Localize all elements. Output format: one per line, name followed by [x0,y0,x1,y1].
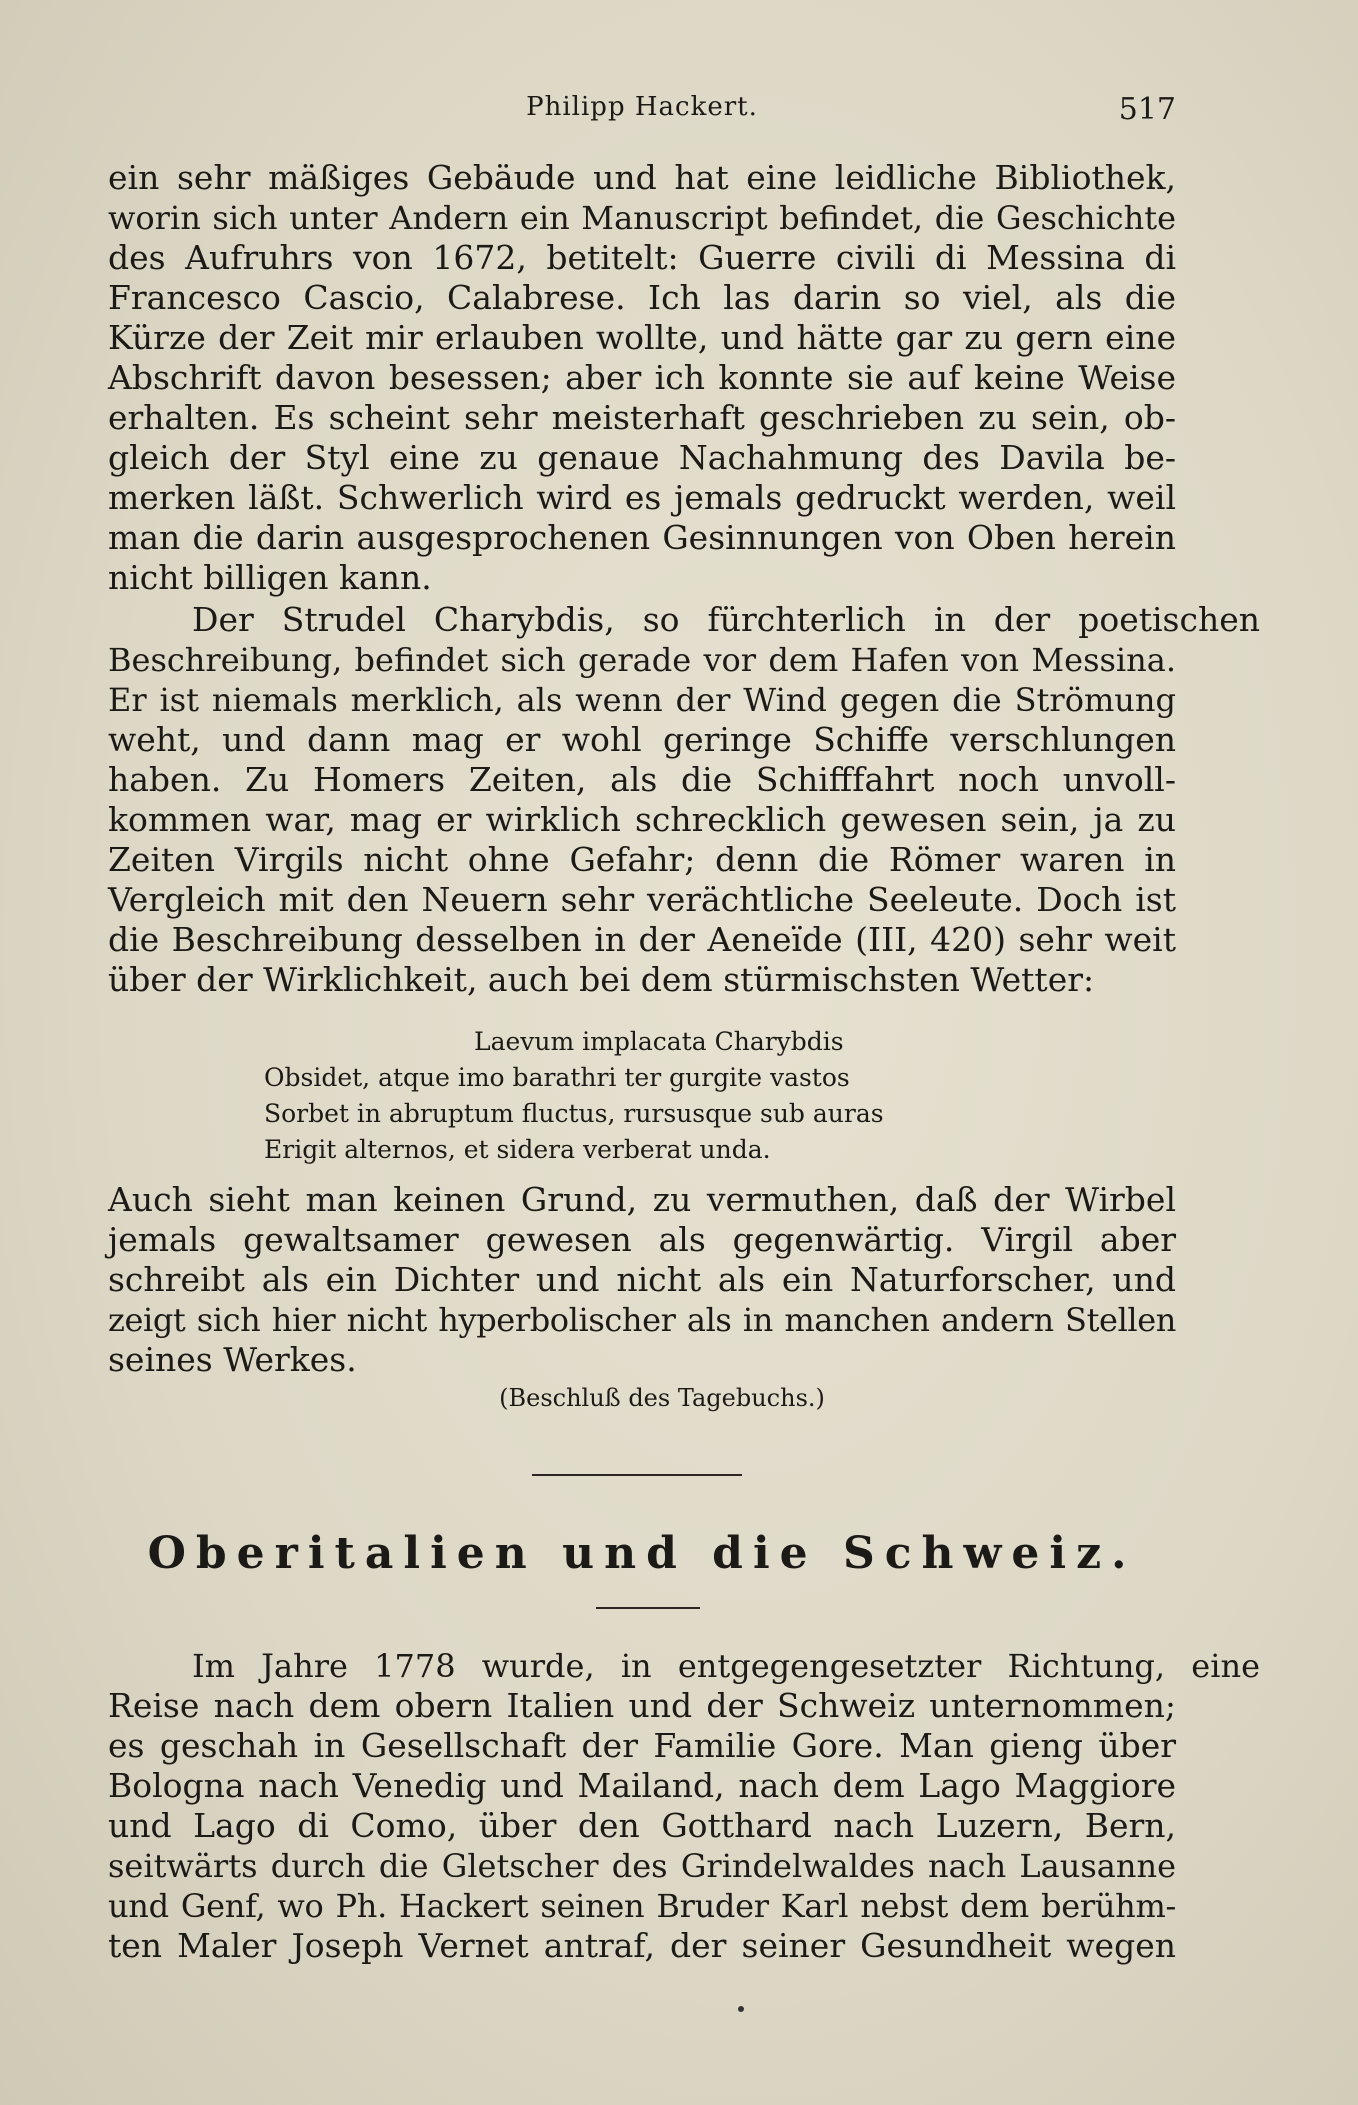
verse-line: Erigit alternos, et sidera verberat unda. [264,1135,771,1164]
text-line: schreibt als ein Dichter und nicht als ein Naturforscher, und [108,1260,1176,1299]
text-line: Kürze der Zeit mir erlauben wollte, und hätte gar zu gern eine [108,318,1176,357]
text-line: die Beschreibung desselben in der Aeneïde (III, 420) sehr weit [108,920,1176,959]
paragraph-3 [108,1180,1176,1380]
paragraph-1 [108,158,1176,598]
text-line: weht, und dann mag er wohl geringe Schiffe verschlungen [108,720,1176,759]
text-line: über der Wirklichkeit, auch bei dem stürmischsten Wetter: [108,960,1095,999]
text-line: nicht billigen kann. [108,558,432,597]
text-line: man die darin ausgesprochenen Gesinnungen von Oben herein [108,518,1176,557]
text-line: worin sich unter Andern ein Manuscript befindet, die Geschichte [108,199,1176,237]
ink-speck [738,2006,744,2012]
title-underline-rule [596,1607,700,1609]
text-line: zeigt sich hier nicht hyperbolischer als in manchen andern Stellen [108,1301,1176,1339]
end-of-diary-note: (Beschluß des Tagebuchs.) [499,1384,825,1412]
text-line: ein sehr mäßiges Gebäude und hat eine leidliche Bibliothek, [108,158,1176,197]
section-divider-rule [532,1474,742,1476]
text-line: Abschrift davon besessen; aber ich konnte sie auf keine Weise [108,358,1176,397]
text-line: Auch sieht man keinen Grund, zu vermuthen, daß der Wirbel [108,1180,1176,1219]
running-title: Philipp Hackert. [526,92,758,122]
text-line: seines Werkes. [108,1340,357,1379]
text-line: ten Maler Joseph Vernet antraf, der seiner Gesundheit wegen [108,1926,1176,1965]
verse-line: Laevum implacata Charybdis [474,1027,844,1056]
text-line: merken läßt. Schwerlich wird es jemals gedruckt werden, weil [108,478,1176,517]
paragraph-4 [108,1646,1260,1966]
section-title: Oberitalien und die Schweiz. [147,1528,1137,1579]
text-line: Reise nach dem obern Italien und der Schweiz unternommen; [108,1686,1176,1725]
text-line: Er ist niemals merklich, als wenn der Wind gegen die Strömung [108,681,1176,719]
text-line: Francesco Cascio, Calabrese. Ich las darin so viel, als die [108,278,1176,317]
text-line: Der Strudel Charybdis, so fürchterlich in der poetischen [192,600,1260,639]
text-line: Vergleich mit den Neuern sehr verächtliche Seeleute. Doch ist [108,880,1176,919]
verse-line: Sorbet in abruptum fluctus, rursusque sub auras [264,1099,884,1128]
text-line: des Aufruhrs von 1672, betitelt: Guerre civili di Messina di [108,238,1176,277]
text-line: Bologna nach Venedig und Mailand, nach dem Lago Maggiore [108,1766,1176,1805]
verse-line: Obsidet, atque imo barathri ter gurgite vastos [264,1063,850,1092]
text-line: seitwärts durch die Gletscher des Grindelwaldes nach Lausanne [108,1847,1176,1885]
text-line: Im Jahre 1778 wurde, in entgegengesetzter Richtung, eine [192,1647,1260,1685]
text-line: kommen war, mag er wirklich schrecklich gewesen sein, ja zu [108,800,1176,839]
text-line: gleich der Styl eine zu genaue Nachahmung des Davila be- [108,438,1176,477]
text-line: haben. Zu Homers Zeiten, als die Schifffahrt noch unvoll- [108,760,1176,799]
text-line: erhalten. Es scheint sehr meisterhaft geschrieben zu sein, ob- [108,398,1176,437]
text-line: und Genf, wo Ph. Hackert seinen Bruder Karl nebst dem berühm- [108,1887,1176,1925]
text-line: Beschreibung, befindet sich gerade vor dem Hafen von Messina. [108,641,1176,679]
text-line: Zeiten Virgils nicht ohne Gefahr; denn die Römer waren in [108,840,1176,879]
text-line: jemals gewaltsamer gewesen als gegenwärtig. Virgil aber [108,1220,1176,1259]
text-line: und Lago di Como, über den Gotthard nach Luzern, Bern, [108,1806,1176,1845]
verse-quotation [264,1024,884,1168]
text-line: es geschah in Gesellschaft der Familie Gore. Man gieng über [108,1726,1176,1765]
page-number: 517 [1118,92,1176,127]
running-head [108,92,1176,132]
paragraph-2 [108,600,1260,1000]
